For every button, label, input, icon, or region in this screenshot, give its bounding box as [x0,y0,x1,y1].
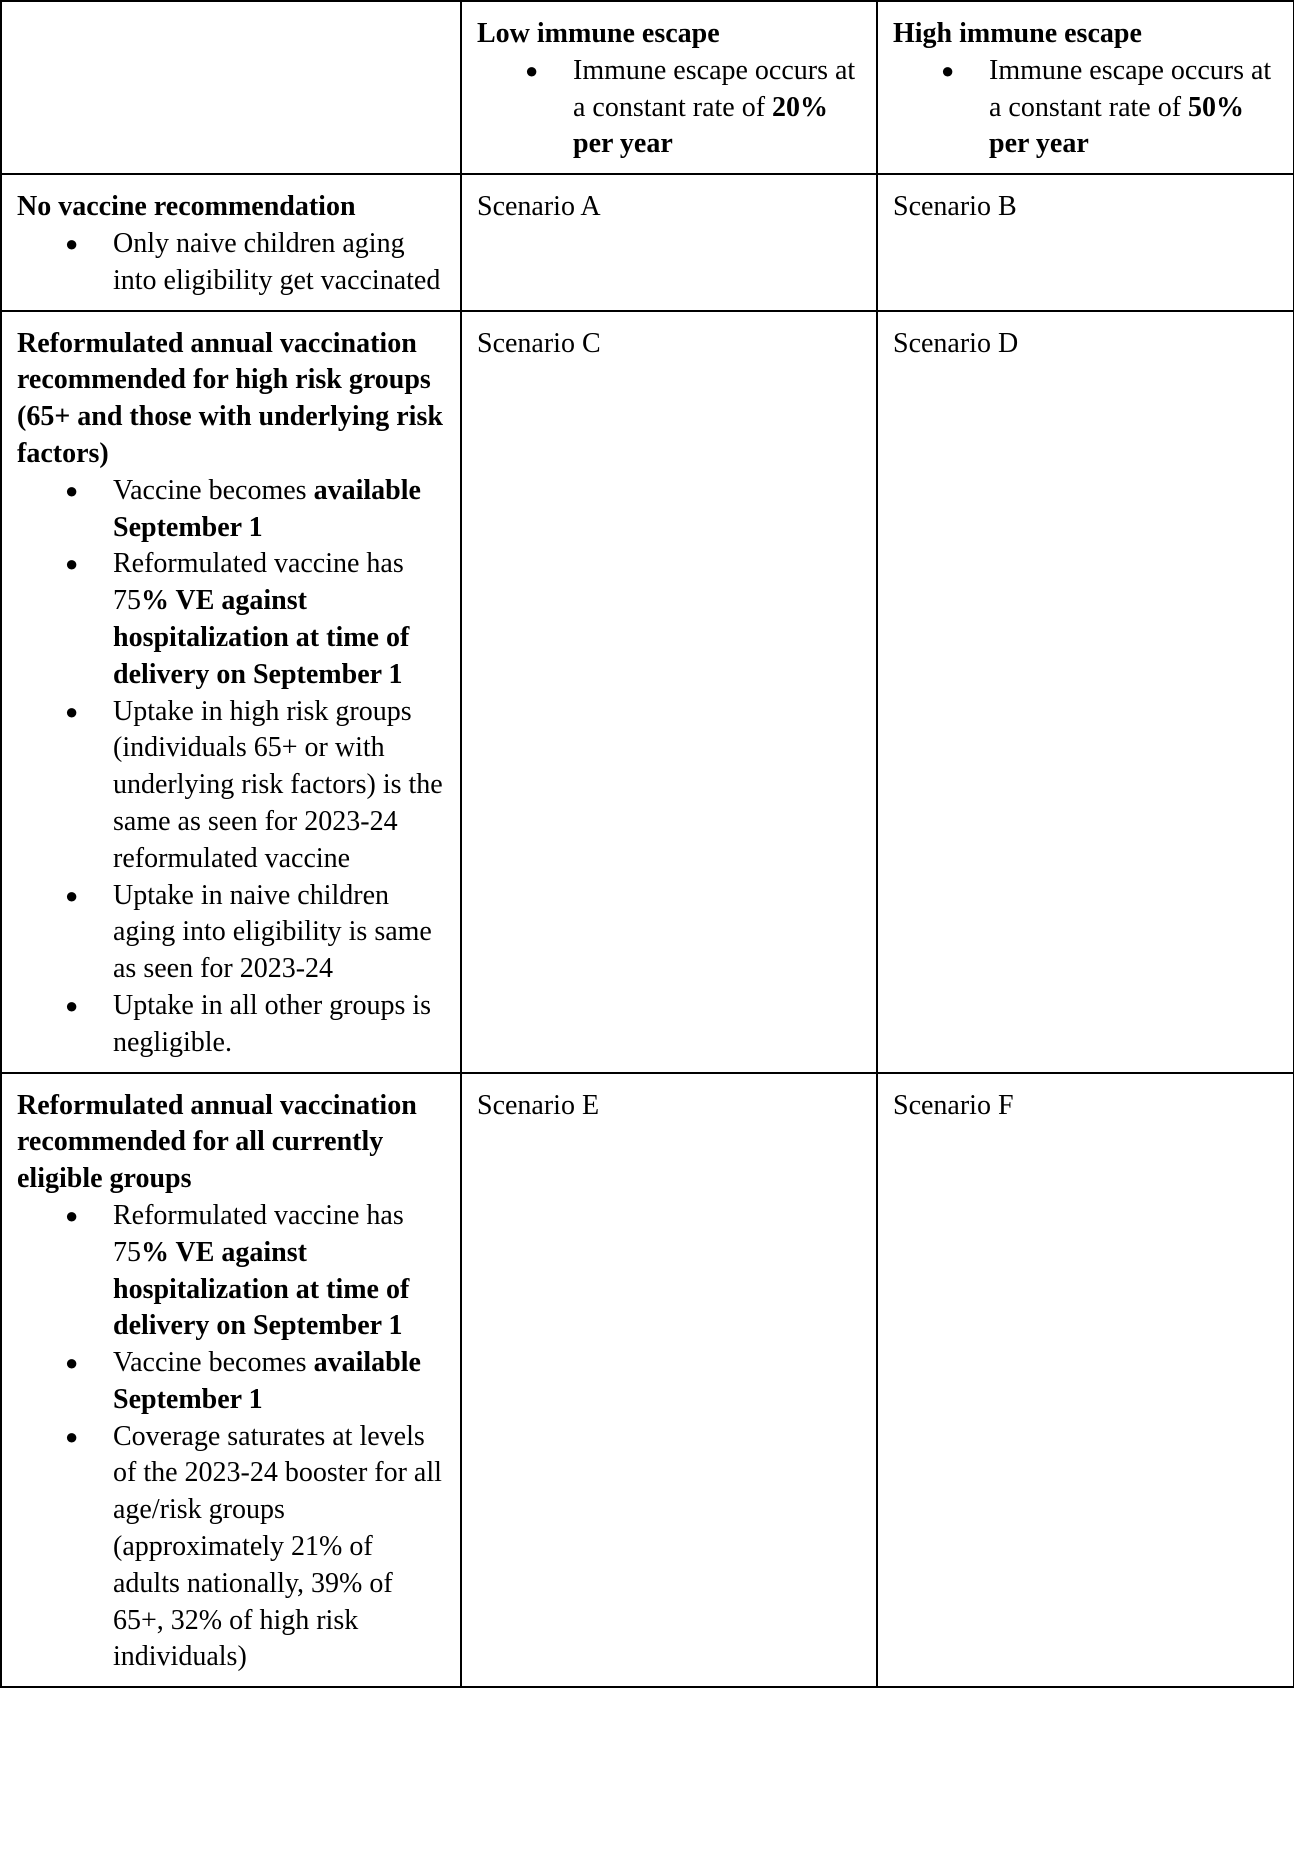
bullet-list [893,53,1279,163]
bullet-list [17,473,446,1062]
scenario-cell: Scenario F [877,1073,1294,1688]
column-heading: Low immune escape [477,18,720,49]
column-header-high-escape [877,1,1294,174]
table-row [1,174,1294,310]
list-item: ● Uptake in naive children aging into eligibility is same as seen for 2023-24 [17,878,446,988]
row-header-all-eligible-vaccination [1,1073,461,1688]
column-heading: High immune escape [893,18,1142,49]
scenario-cell: Scenario B [877,174,1294,310]
list-item: ● Immune escape occurs at a constant rate of 20% per year [477,53,862,163]
list-item: ● Vaccine becomes available September 1 [17,473,446,547]
list-item: ● Uptake in high risk groups (individuals 65+ or with underlying risk factors) is the same as seen for 2023-24 reformulated vaccine [17,694,446,878]
list-item: ● Uptake in all other groups is negligible. [17,988,446,1062]
list-item: ● Coverage saturates at levels of the 2023-24 booster for all age/risk groups (approximately 21% of adults nationally, 39% of 65+, 32% of high risk individuals) [17,1419,446,1677]
scenario-cell: Scenario E [461,1073,877,1688]
table-row [1,1073,1294,1688]
scenario-cell: Scenario C [461,311,877,1073]
list-item: ● Vaccine becomes available September 1 [17,1345,446,1419]
column-header-low-escape [461,1,877,174]
row-heading: No vaccine recommendation [17,191,356,223]
list-item: ● Reformulated vaccine has 75% VE against hospitalization at time of delivery on September 1 [17,1198,446,1345]
list-item: ● Reformulated vaccine has 75% VE against hospitalization at time of delivery on September 1 [17,546,446,693]
scenario-cell: Scenario D [877,311,1294,1073]
corner-cell [1,1,461,174]
row-heading: Reformulated annual vaccination recommended for high risk groups (65+ and those with underlying risk factors) [17,327,443,469]
scenario-cell: Scenario A [461,174,877,310]
row-heading: Reformulated annual vaccination recommended for all currently eligible groups [17,1089,417,1195]
header-row [1,1,1294,174]
list-item: ● Only naive children aging into eligibility get vaccinated [17,226,446,300]
bullet-list [17,226,446,300]
bullet-list [477,53,862,163]
bullet-list [17,1198,446,1676]
table-row [1,311,1294,1073]
list-item: ● Immune escape occurs at a constant rate of 50% per year [893,53,1279,163]
row-header-high-risk-vaccination [1,311,461,1073]
row-header-no-vaccine [1,174,461,310]
